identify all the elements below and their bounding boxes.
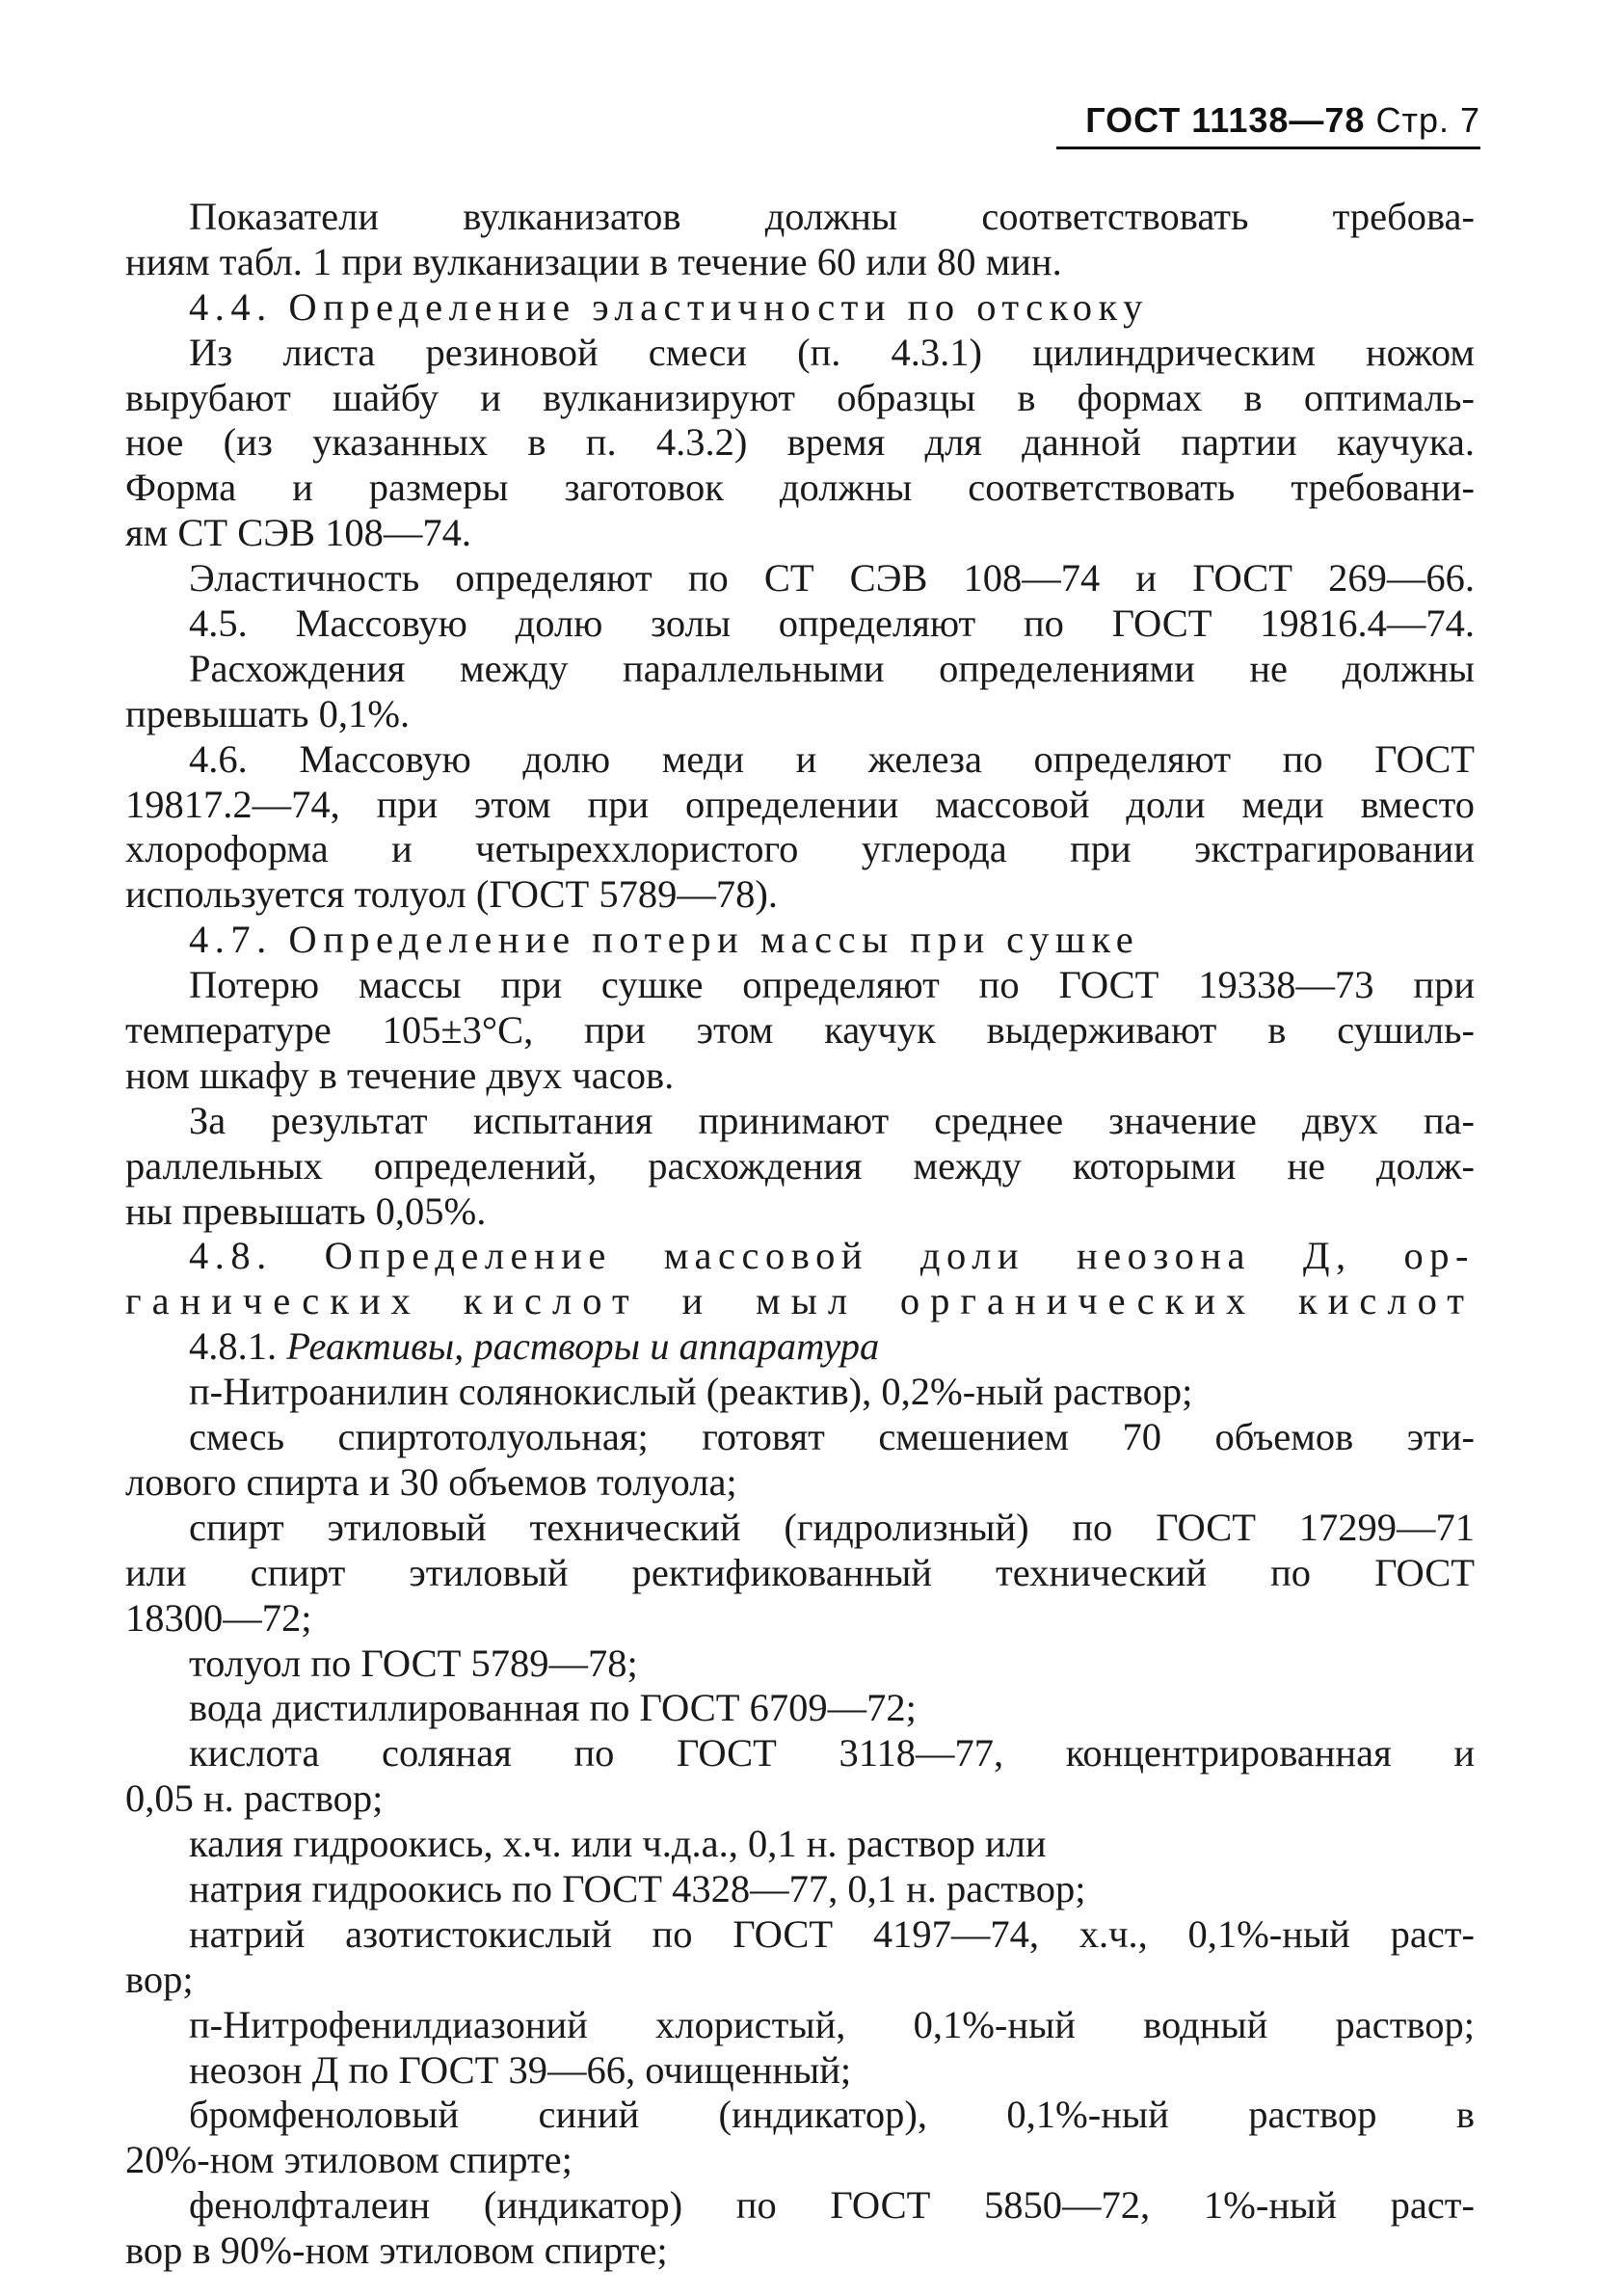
text-line: вор в 90%-ном этиловом спирте; xyxy=(125,2229,668,2273)
page-header xyxy=(1056,100,1480,148)
text-line: хлороформа и четыреххлористого углерода при экстрагировании xyxy=(125,827,1475,871)
text-line: натрий азотистокислый по ГОСТ 4197—74, х.ч., 0,1%-ный раст- xyxy=(189,1911,1475,1956)
text-line: толуол по ГОСТ 5789—78; xyxy=(189,1641,638,1685)
text-line xyxy=(125,1324,1475,1370)
text-line: вырубают шайбу и вулканизируют образцы в формах в оптималь- xyxy=(125,375,1475,419)
text-line: 20%-ном этиловом спирте; xyxy=(125,2138,573,2182)
text-line: ганических кислот и мыл органических кислот xyxy=(125,1279,1475,1323)
standard-number: ГОСТ 11138—78 xyxy=(1085,100,1366,140)
text-line: раллельных определений, расхождения между которыми не долж- xyxy=(125,1143,1475,1188)
document-body xyxy=(125,195,1475,2274)
text-line: Эластичность определяют по СТ СЭВ 108—74 и ГОСТ 269—66. xyxy=(189,556,1475,601)
text-line: 4.8. Определение массовой доли неозона Д, ор- xyxy=(189,1234,1475,1278)
page-number: Стр. 7 xyxy=(1375,100,1480,140)
text-line: калия гидроокись, х.ч. или ч.д.а., 0,1 н. раствор или xyxy=(189,1822,1047,1866)
text-line: п-Нитроанилин солянокислый (реактив), 0,2%-ный раствор; xyxy=(189,1370,1193,1414)
text-line: Форма и размеры заготовок должны соответствовать требовани- xyxy=(125,466,1475,510)
text-line: лового спирта и 30 объемов толуола; xyxy=(125,1459,737,1504)
text-line: 4.7. Определение потери массы при сушке xyxy=(189,918,1140,962)
text-line: или спирт этиловый ректификованный технический по ГОСТ xyxy=(125,1550,1475,1594)
text-line: 0,05 н. раствор; xyxy=(125,1776,384,1821)
header-rule xyxy=(1056,147,1480,149)
text-line: 4.5. Массовую долю золы определяют по ГОСТ 19816.4—74. xyxy=(189,601,1475,646)
text-line: 19817.2—74, при этом при определении массовой доли меди вместо xyxy=(125,782,1475,826)
text-line: ям СТ СЭВ 108—74. xyxy=(125,511,472,555)
text-line: вор; xyxy=(125,1957,194,2001)
text-line: натрия гидроокись по ГОСТ 4328—77, 0,1 н. раствор; xyxy=(189,1866,1086,1910)
header-text xyxy=(1085,100,1480,141)
text-line: спирт этиловый технический (гидролизный) по ГОСТ 17299—71 xyxy=(189,1505,1475,1549)
text-line: п-Нитрофенилдиазоний хлористый, 0,1%-ный водный раствор; xyxy=(189,2002,1475,2046)
text-line: Расхождения между параллельными определениями не должны xyxy=(189,646,1475,690)
clause-heading: Реактивы, растворы и аппаратура xyxy=(286,1324,880,1369)
text-line: превышать 0,1%. xyxy=(125,691,411,735)
text-line: ное (из указанных в п. 4.3.2) время для данной партии каучука. xyxy=(125,420,1475,465)
text-line: температуре 105±3°С, при этом каучук выдерживают в сушиль- xyxy=(125,1008,1475,1053)
text-line: кислота соляная по ГОСТ 3118—77, концентрированная и xyxy=(189,1731,1475,1775)
text-line: За результат испытания принимают среднее значение двух па- xyxy=(189,1098,1475,1142)
text-line: ны превышать 0,05%. xyxy=(125,1188,487,1233)
text-line: Потерю массы при сушке определяют по ГОСТ 19338—73 при xyxy=(189,963,1475,1007)
text-line: фенолфталеин (индикатор) по ГОСТ 5850—72, 1%-ный раст- xyxy=(189,2183,1475,2228)
text-line: 18300—72; xyxy=(125,1595,312,1640)
text-line: 4.6. Массовую долю меди и железа определяют по ГОСТ xyxy=(189,736,1475,781)
clause-number: 4.8.1. xyxy=(189,1324,287,1369)
text-line: Из листа резиновой смеси (п. 4.3.1) цилиндрическим ножом xyxy=(189,330,1475,374)
text-line: 4.4. Определение эластичности по отскоку xyxy=(189,284,1149,329)
text-line: смесь спиртотолуольная; готовят смешением 70 объемов эти- xyxy=(189,1415,1475,1459)
text-line: ном шкафу в течение двух часов. xyxy=(125,1053,675,1097)
text-line: ниям табл. 1 при вулканизации в течение 60 или 80 мин. xyxy=(125,239,1062,283)
text-line: используется толуол (ГОСТ 5789—78). xyxy=(125,872,778,917)
text-line: вода дистиллированная по ГОСТ 6709—72; xyxy=(189,1686,917,1730)
text-line: бромфеноловый синий (индикатор), 0,1%-ный раствор в xyxy=(189,2093,1475,2137)
text-line: неозон Д по ГОСТ 39—66, очищенный; xyxy=(189,2047,852,2092)
text-line: Показатели вулканизатов должны соответствовать требова- xyxy=(189,195,1475,238)
